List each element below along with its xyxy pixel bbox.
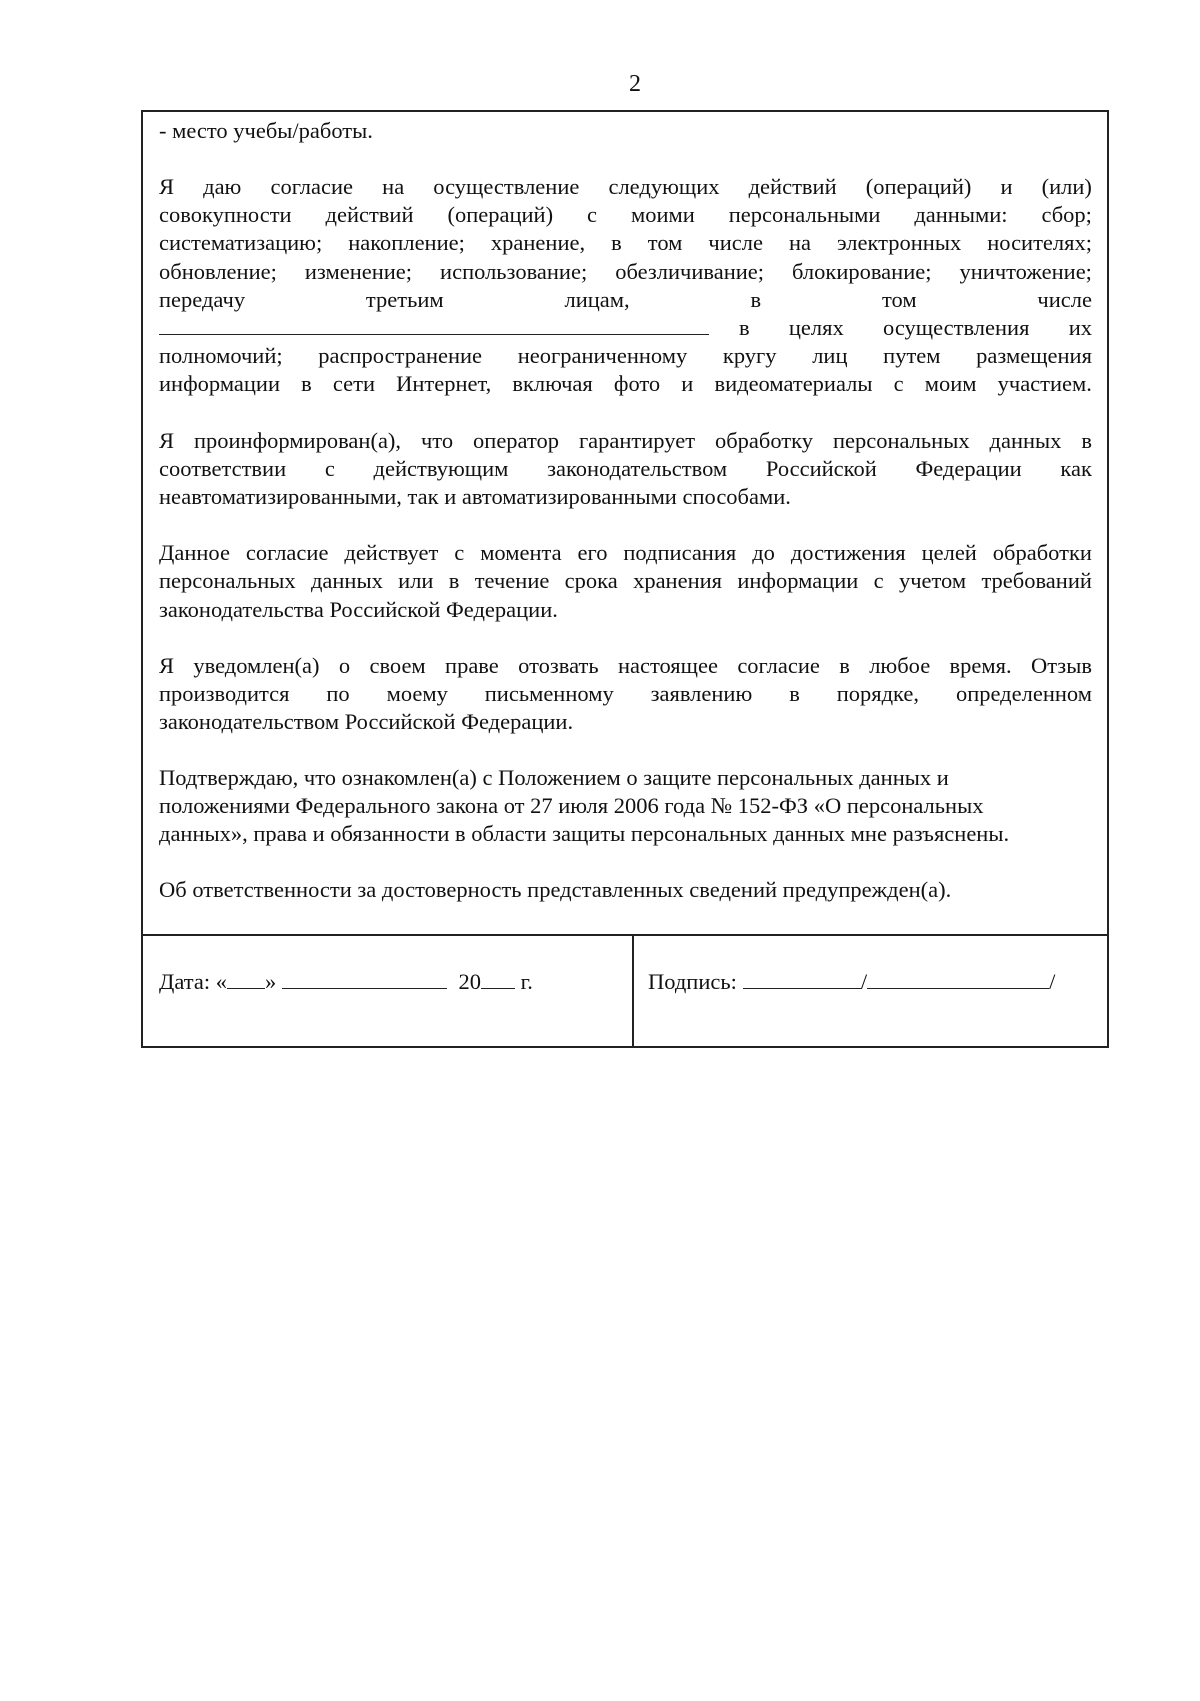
date-year-field[interactable]: [481, 966, 515, 989]
third-parties-blank-field[interactable]: [159, 314, 709, 335]
date-year-suffix: г.: [514, 969, 533, 994]
informed-line: [159, 455, 1092, 483]
word: персональных: [832, 427, 970, 453]
word: Отзыв: [1030, 652, 1092, 678]
signature-separator: /: [860, 969, 868, 994]
word: на: [382, 174, 405, 199]
word: включая: [512, 371, 593, 397]
word: производится: [159, 681, 290, 707]
word: целях: [788, 315, 844, 341]
date-day-field[interactable]: [227, 966, 265, 989]
consent-blank-line: [159, 314, 1092, 342]
signature-end: /: [1049, 969, 1056, 994]
word: моему: [386, 681, 448, 707]
word: кругу: [722, 343, 777, 369]
word: в: [750, 286, 762, 312]
word: достижения: [790, 540, 906, 566]
word: момента: [480, 540, 562, 566]
confirm-line: данных», права и обязанности в области защиты персональных данных мне разъяснены.: [159, 821, 1010, 847]
word: (операций): [447, 202, 554, 228]
word: моим: [924, 371, 977, 397]
consent-line: [159, 173, 1092, 201]
word: согласие: [245, 540, 329, 566]
word: проинформирован(а),: [193, 427, 402, 453]
consent-line: [159, 342, 1092, 370]
consent-line: [739, 314, 1092, 342]
word: действий: [748, 174, 837, 199]
date-close-quote: »: [264, 969, 277, 994]
signature-name-field[interactable]: [867, 966, 1049, 989]
word: гарантирует: [578, 427, 696, 453]
word: Я: [159, 652, 175, 678]
word: целей: [921, 540, 977, 566]
word: Я: [159, 427, 175, 453]
liability-paragraph: Об ответственности за достоверность представленных сведений предупрежден(а).: [159, 877, 952, 903]
word: следующих: [608, 174, 720, 199]
word: изменение;: [304, 258, 413, 284]
word: уничтожение;: [959, 258, 1092, 284]
word: о: [338, 652, 351, 678]
word: до: [752, 540, 775, 566]
word: совокупности: [159, 202, 292, 228]
word: неограниченному: [517, 343, 688, 369]
word: срока: [564, 568, 618, 594]
word: полномочий;: [159, 343, 283, 369]
word: их: [1068, 315, 1092, 341]
word: передачу: [159, 286, 246, 312]
word: том: [647, 230, 683, 256]
word: систематизацию;: [159, 230, 323, 256]
signature-row: [143, 936, 1107, 1046]
word: в: [1081, 427, 1092, 453]
word: порядке,: [836, 681, 920, 707]
word: данных: [310, 568, 383, 594]
word: лицам,: [564, 286, 630, 312]
signature-label: Подпись:: [648, 969, 737, 994]
word: сети: [332, 371, 375, 397]
word: моими: [630, 202, 695, 228]
word: требований: [981, 568, 1092, 594]
confirm-line: положениями Федерального закона от 27 июля 2006 года № 152-ФЗ «О персональных: [159, 793, 984, 819]
word: обработки: [992, 540, 1092, 566]
word: в: [789, 681, 800, 707]
word: в: [739, 315, 750, 341]
word: и: [1000, 174, 1013, 199]
word: Я: [159, 174, 175, 199]
consent-line: [159, 286, 1092, 314]
word: действующим: [373, 455, 509, 481]
word: данными:: [914, 202, 1008, 228]
consent-paragraph: [159, 173, 1092, 399]
date-label: Дата: «: [159, 969, 227, 994]
signature-field[interactable]: [743, 966, 861, 989]
word: законодательством: [547, 455, 728, 481]
word: оператор: [473, 427, 559, 453]
word: данных: [989, 427, 1062, 453]
word: в: [611, 230, 622, 256]
word: уведомлен(а): [193, 652, 320, 678]
word: письменному: [484, 681, 614, 707]
word: в: [301, 371, 312, 397]
word: его: [577, 540, 608, 566]
word: участием.: [997, 371, 1092, 397]
word: информации: [159, 371, 281, 397]
word: электронных: [837, 230, 962, 256]
validity-line: [159, 539, 1092, 567]
word: осуществления: [883, 315, 1030, 341]
word: заявлению: [650, 681, 753, 707]
validity-line-last: законодательства Российской Федерации.: [159, 596, 558, 622]
word: отозвать: [518, 652, 599, 678]
informed-paragraph: [159, 427, 1092, 512]
confirm-paragraph: [159, 764, 1092, 848]
word: накопление;: [348, 230, 465, 256]
word: действий: [325, 202, 414, 228]
page-number: 2: [629, 71, 641, 97]
word: что: [420, 427, 454, 453]
word: обработку: [714, 427, 813, 453]
revoke-paragraph: [159, 652, 1092, 737]
word: согласие: [270, 174, 354, 199]
word: том: [881, 286, 917, 312]
word: обновление;: [159, 258, 277, 284]
word: персональных: [159, 568, 296, 594]
word: и: [681, 371, 694, 397]
word: в: [448, 568, 460, 594]
word: действует: [344, 540, 439, 566]
informed-line: [159, 427, 1092, 455]
word: персональными: [728, 202, 881, 228]
informed-line-last: неавтоматизированными, так и автоматизированными способами.: [159, 484, 791, 510]
consent-form-box: [141, 110, 1109, 1048]
date-month-field[interactable]: [282, 966, 447, 989]
consent-line: [159, 229, 1092, 257]
word: подписания: [623, 540, 737, 566]
word: третьим: [365, 286, 444, 312]
validity-paragraph: [159, 539, 1092, 624]
word: с: [324, 455, 335, 481]
word: блокирование;: [792, 258, 932, 284]
word: с: [873, 568, 884, 594]
word: сбор;: [1041, 202, 1092, 228]
word: даю: [203, 174, 242, 199]
consent-body: [143, 112, 1107, 936]
word: с: [587, 202, 598, 228]
word: носителях;: [987, 230, 1092, 256]
word: в: [839, 652, 850, 678]
word: (или): [1041, 174, 1092, 199]
word: (операций): [865, 174, 972, 199]
validity-line: [159, 567, 1092, 595]
word: праве: [445, 652, 499, 678]
word: хранения: [633, 568, 723, 594]
word: любое: [869, 652, 931, 678]
consent-line: [159, 370, 1092, 398]
word: Интернет,: [396, 371, 492, 397]
word: своем: [369, 652, 426, 678]
word: хранение,: [490, 230, 586, 256]
intro-line: - место учебы/работы.: [159, 118, 373, 143]
word: видеоматериалы: [714, 371, 873, 397]
word: определенном: [955, 681, 1092, 707]
revoke-line: [159, 652, 1092, 680]
word: обезличивание;: [615, 258, 765, 284]
signature-cell: [634, 936, 1107, 1046]
word: с: [893, 371, 904, 397]
word: Федерации: [915, 455, 1022, 481]
date-year-prefix: 20: [458, 969, 481, 994]
word: числе: [1037, 286, 1092, 312]
word: фото: [613, 371, 661, 397]
word: время.: [949, 652, 1012, 678]
word: соответствии: [159, 455, 287, 481]
word: числе: [708, 230, 763, 256]
word: информации: [737, 568, 859, 594]
word: распространение: [318, 343, 483, 369]
revoke-line-last: законодательством Российской Федерации.: [159, 709, 574, 735]
word: размещения: [976, 343, 1092, 369]
confirm-line: Подтверждаю, что ознакомлен(а) с Положением о защите персональных данных и: [159, 765, 949, 791]
consent-line: [159, 201, 1092, 229]
consent-line: [159, 258, 1092, 286]
date-cell: [143, 936, 634, 1046]
word: лиц: [812, 343, 848, 369]
word: Российской: [765, 455, 877, 481]
word: Данное: [159, 540, 230, 566]
word: учетом: [898, 568, 967, 594]
word: на: [788, 230, 812, 256]
word: с: [454, 540, 465, 566]
word: путем: [883, 343, 941, 369]
word: настоящее: [617, 652, 718, 678]
word: осуществление: [433, 174, 580, 199]
word: использование;: [440, 258, 588, 284]
word: по: [326, 681, 350, 707]
word: течение: [474, 568, 550, 594]
word: как: [1060, 455, 1092, 481]
word: согласие: [737, 652, 820, 678]
revoke-line: [159, 680, 1092, 708]
word: или: [398, 568, 434, 594]
